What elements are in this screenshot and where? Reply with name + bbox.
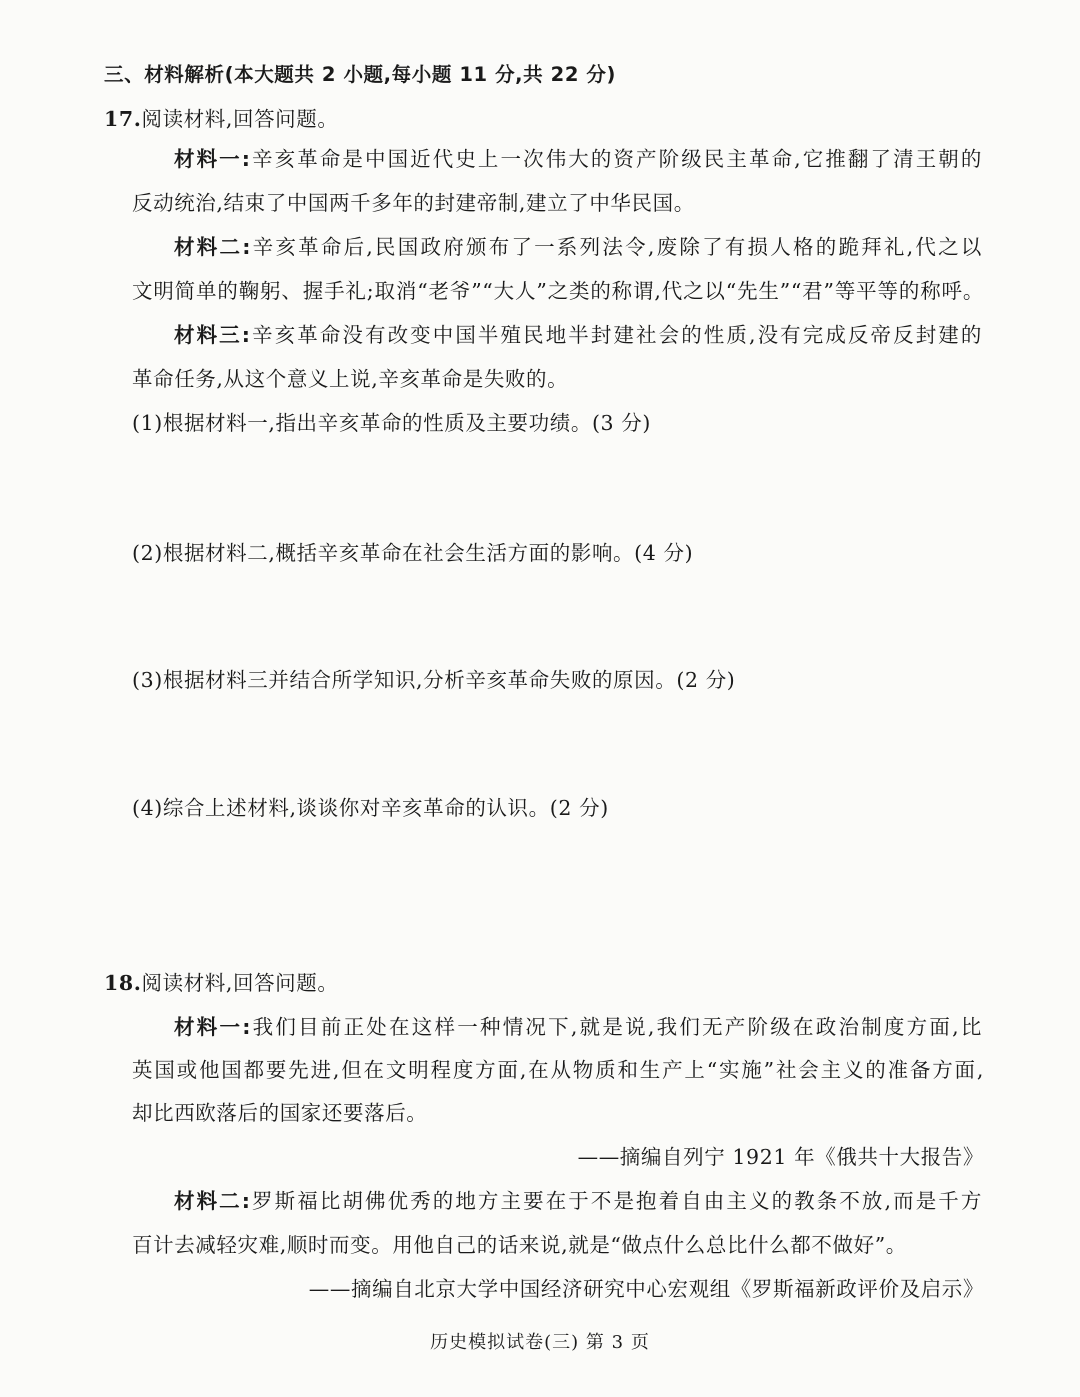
q18-material2-source: ——摘编自北京大学中国经济研究中心宏观组《罗斯福新政评价及启示》 [308,1277,984,1301]
page-footer: 历史模拟试卷(三) 第 3 页 [430,1332,650,1353]
q18-material1-label: 材料一: [174,1015,251,1039]
q17-subquestion-3: (3)根据材料三并结合所学知识,分析辛亥革命失败的原因。(2 分) [132,668,736,692]
q17-material3-label: 材料三: [174,323,251,347]
q18-material2-line1 [174,1186,982,1216]
q17-subquestion-1: (1)根据材料一,指出辛亥革命的性质及主要功绩。(3 分) [132,411,652,435]
q18-material1-line3: 却比西欧落后的国家还要落后。 [132,1101,428,1125]
q17-material2-line2: 文明简单的鞠躬、握手礼;取消“老爷”“大人”之类的称谓,代之以“先生”“君”等平等的称呼。 [132,279,984,303]
q17-material2-label: 材料二: [174,235,251,259]
q18-material2-text1: 罗斯福比胡佛优秀的地方主要在于不是抱着自由主义的教条不放,而是千方 [250,1189,982,1213]
q18-number: 18. [104,971,142,995]
q17-material2-line1 [174,232,982,262]
q18-material2-label: 材料二: [174,1189,251,1213]
q17-material3-line2: 革命任务,从这个意义上说,辛亥革命是失败的。 [132,367,569,391]
section-heading: 三、材料解析(本大题共 2 小题,每小题 11 分,共 22 分) [104,63,617,86]
q17-title [104,104,984,134]
q17-material1-line1 [174,144,982,174]
q18-material1-line2: 英国或他国都要先进,但在文明程度方面,在从物质和生产上“实施”社会主义的准备方面, [132,1058,984,1082]
q17-subquestion-2: (2)根据材料二,概括辛亥革命在社会生活方面的影响。(4 分) [132,541,694,565]
q17-material1-label: 材料一: [174,147,251,171]
q17-material3-text1: 辛亥革命没有改变中国半殖民地半封建社会的性质,没有完成反帝反封建的 [250,323,982,347]
q17-material2-text1: 辛亥革命后,民国政府颁布了一系列法令,废除了有损人格的跪拜礼,代之以 [251,235,982,259]
q18-material1-source: ——摘编自列宁 1921 年《俄共十大报告》 [577,1145,984,1169]
q18-material1-text1: 我们目前正处在这样一种情况下,就是说,我们无产阶级在政治制度方面,比 [251,1015,982,1039]
q17-material1-text1: 辛亥革命是中国近代史上一次伟大的资产阶级民主革命,它推翻了清王朝的 [250,147,982,171]
q17-prompt: 阅读材料,回答问题。 [141,107,339,131]
q17-material3-line1 [174,320,982,350]
q18-material1-line1 [174,1012,982,1042]
q18-material2-line2: 百计去减轻灾难,顺时而变。用他自己的话来说,就是“做点什么总比什么都不做好”。 [132,1233,907,1257]
q17-subquestion-4: (4)综合上述材料,谈谈你对辛亥革命的认识。(2 分) [132,796,609,820]
q18-prompt: 阅读材料,回答问题。 [141,971,339,995]
q17-material1-line2: 反动统治,结束了中国两千多年的封建帝制,建立了中华民国。 [132,191,695,215]
q17-number: 17. [104,107,142,131]
q18-title [104,968,984,998]
